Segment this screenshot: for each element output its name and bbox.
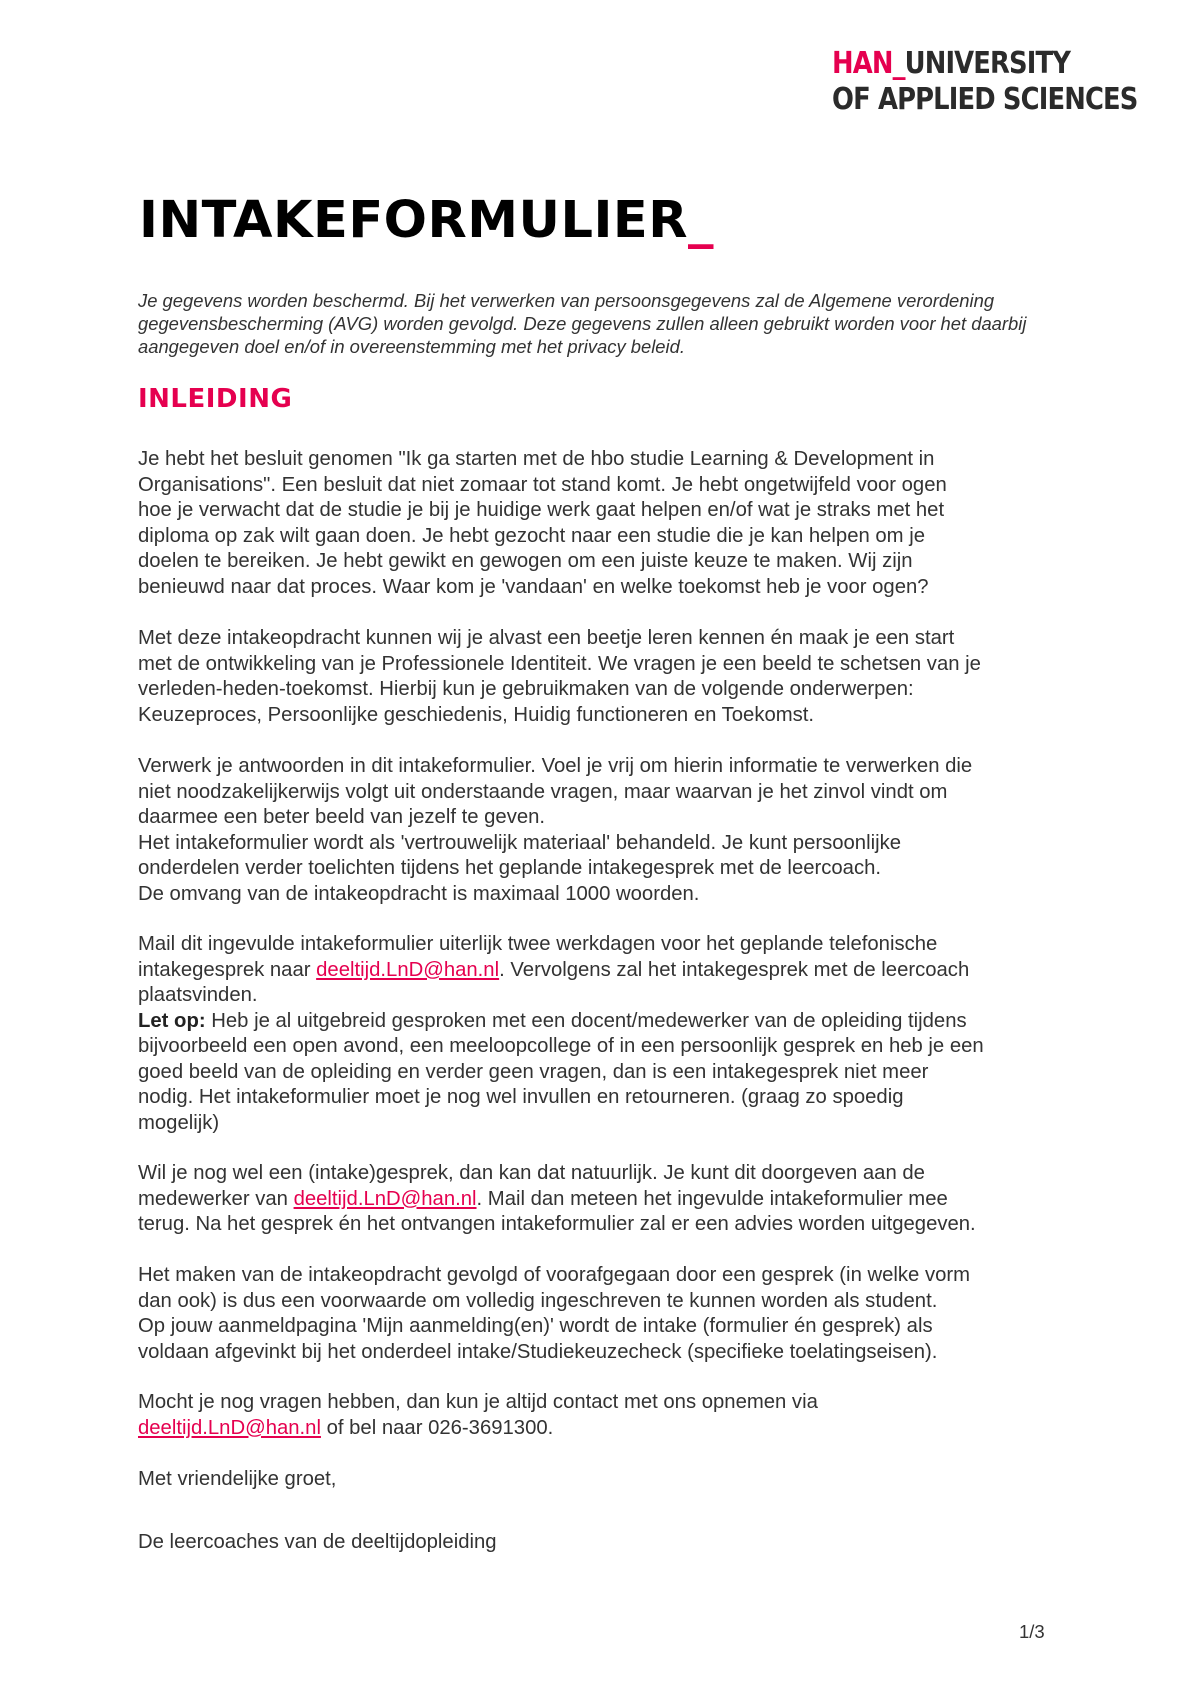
- paragraph-mail: [138, 932, 1098, 1136]
- paragraph-identity: [138, 626, 1098, 728]
- text-line: diploma op zak wilt gaan doen. Je hebt gezocht naar een studie die je kan helpen om je: [138, 524, 925, 547]
- text-line: benieuwd naar dat proces. Waar kom je 'vandaan' en welke toekomst heb je voor ogen?: [138, 575, 929, 598]
- paragraph-contact: [138, 1390, 1098, 1441]
- text-fragment: Heb je al uitgebreid gesproken met een docent/medewerker van de opleiding tijdens: [205, 1009, 967, 1032]
- text-line: daarmee een beter beeld van jezelf te geven.: [138, 806, 546, 828]
- text-fragment: . Vervolgens zal het intakegesprek met de leercoach: [499, 958, 970, 981]
- text-line: voldaan afgevinkt bij het onderdeel intake/Studiekeuzecheck (specifieke toelatingseisen).: [138, 1340, 938, 1363]
- text-line: Het intakeformulier wordt als 'vertrouwelijk materiaal' behandeld. Je kunt persoonlijke: [138, 831, 902, 854]
- text-fragment: medewerker van: [138, 1187, 294, 1210]
- text-line: nodig. Het intakeformulier moet je nog wel invullen en retourneren. (graag zo spoedig: [138, 1086, 904, 1108]
- text-line: dan ook) is dus een voorwaarde om volledig ingeschreven te kunnen worden als student.: [138, 1289, 938, 1312]
- text-line: doelen te bereiken. Je hebt gewikt en gewogen om een juiste keuze te maken. Wij zijn: [138, 550, 913, 572]
- privacy-line: Je gegevens worden beschermd. Bij het verwerken van persoonsgegevens zal de Algemene: [138, 290, 892, 311]
- text-line: [138, 958, 1098, 984]
- logo-line-1: [832, 46, 1138, 82]
- logo-han: HAN: [832, 46, 893, 81]
- section-heading-inleiding: INLEIDING: [138, 384, 293, 414]
- text-line: Mocht je nog vragen hebben, dan kun je altijd contact met ons opnemen via: [138, 1391, 818, 1413]
- text-line: onderdelen verder toelichten tijdens het geplande intakegesprek met de leercoach.: [138, 857, 882, 879]
- privacy-line: worden voor het daarbij aangegeven doel en/of in overeenstemming met het privacy beleid.: [138, 313, 1027, 357]
- text-fragment: . Mail dan meteen het ingevulde intakeformulier mee: [476, 1187, 948, 1210]
- page-number: 1/3: [1019, 1621, 1045, 1642]
- paragraph-voorwaarde: [138, 1263, 1098, 1365]
- privacy-line: verordening gegevensbescherming (AVG) worden gevolgd. Deze gegevens zullen alleen gebruikt: [138, 290, 995, 334]
- text-line: [138, 1416, 1098, 1442]
- text-line: Je hebt het besluit genomen "Ik ga starten met de hbo studie Learning & Development in: [138, 448, 935, 470]
- text-line: hoe je verwacht dat de studie je bij je huidige werk gaat helpen en/of wat je straks met het: [138, 499, 945, 521]
- text-fragment: intakegesprek naar: [138, 958, 317, 981]
- email-link[interactable]: deeltijd.LnD@han.nl: [293, 1187, 477, 1210]
- text-line: [138, 1187, 1098, 1213]
- signature: [138, 1530, 1098, 1556]
- greeting: [138, 1467, 1098, 1493]
- text-line: Op jouw aanmeldpagina 'Mijn aanmelding(en)' wordt de intake (formulier én gesprek) als: [138, 1315, 933, 1337]
- text-line: niet noodzakelijkerwijs volgt uit onderstaande vragen, maar waarvan je het zinvol vindt om: [138, 780, 948, 803]
- text-fragment: of bel naar 026-3691300.: [320, 1416, 554, 1439]
- paragraph-instructions: [138, 754, 1098, 907]
- email-link[interactable]: deeltijd.LnD@han.nl: [138, 1416, 321, 1439]
- text-line: goed beeld van de opleiding en verder geen vragen, dan is een intakegesprek niet meer: [138, 1060, 929, 1083]
- page-title-text: INTAKEFORMULIER: [139, 191, 689, 250]
- logo-university: UNIVERSITY: [904, 46, 1071, 81]
- text-line: [138, 1009, 1098, 1035]
- text-line: Keuzeproces, Persoonlijke geschiedenis, Huidig functioneren en Toekomst.: [138, 703, 815, 726]
- text-line: met de ontwikkeling van je Professionele Identiteit. We vragen je een beeld te schetsen van je: [138, 652, 981, 675]
- logo-line-2: OF APPLIED SCIENCES: [832, 82, 1138, 117]
- text-line: Organisations". Een besluit dat niet zomaar tot stand komt. Je hebt ongetwijfeld voor ogen: [138, 473, 947, 496]
- page-title: [139, 190, 714, 252]
- text-line: Mail dit ingevulde intakeformulier uiterlijk twee werkdagen voor het geplande telefonische: [138, 933, 938, 955]
- text-line: Wil je nog wel een (intake)gesprek, dan kan dat natuurlijk. Je kunt dit doorgeven aan de: [138, 1162, 925, 1184]
- text-line: terug. Na het gesprek én het ontvangen intakeformulier zal er een advies worden uitgegeven.: [138, 1213, 976, 1235]
- text-line: mogelijk): [138, 1111, 220, 1134]
- title-underscore: _: [688, 191, 715, 250]
- logo-underscore: _: [892, 46, 905, 81]
- text-line: Verwerk je antwoorden in dit intakeformulier. Voel je vrij om hierin informatie te verwerken die: [138, 755, 973, 777]
- paragraph-intro: [138, 447, 1098, 600]
- text-line: bijvoorbeeld een open avond, een meeloopcollege of in een persoonlijk gesprek en heb je een: [138, 1035, 984, 1057]
- text-line: Het maken van de intakeopdracht gevolgd of voorafgegaan door een gesprek (in welke vorm: [138, 1264, 971, 1286]
- han-logo: [832, 46, 1138, 118]
- text-line: De omvang van de intakeopdracht is maximaal 1000 woorden.: [138, 882, 700, 905]
- text-line: Met deze intakeopdracht kunnen wij je alvast een beetje leren kennen én maak je een start: [138, 627, 955, 649]
- paragraph-gesprek: [138, 1161, 1098, 1238]
- text-line: verleden-heden-toekomst. Hierbij kun je gebruikmaken van de volgende onderwerpen:: [138, 678, 914, 700]
- text-line: De leercoaches van de deeltijdopleiding: [138, 1531, 497, 1553]
- privacy-notice: [138, 289, 1038, 358]
- text-line: Met vriendelijke groet,: [138, 1468, 337, 1490]
- text-line: plaatsvinden.: [138, 984, 258, 1006]
- email-link[interactable]: deeltijd.LnD@han.nl: [316, 958, 500, 981]
- let-op-label: Let op:: [138, 1009, 206, 1032]
